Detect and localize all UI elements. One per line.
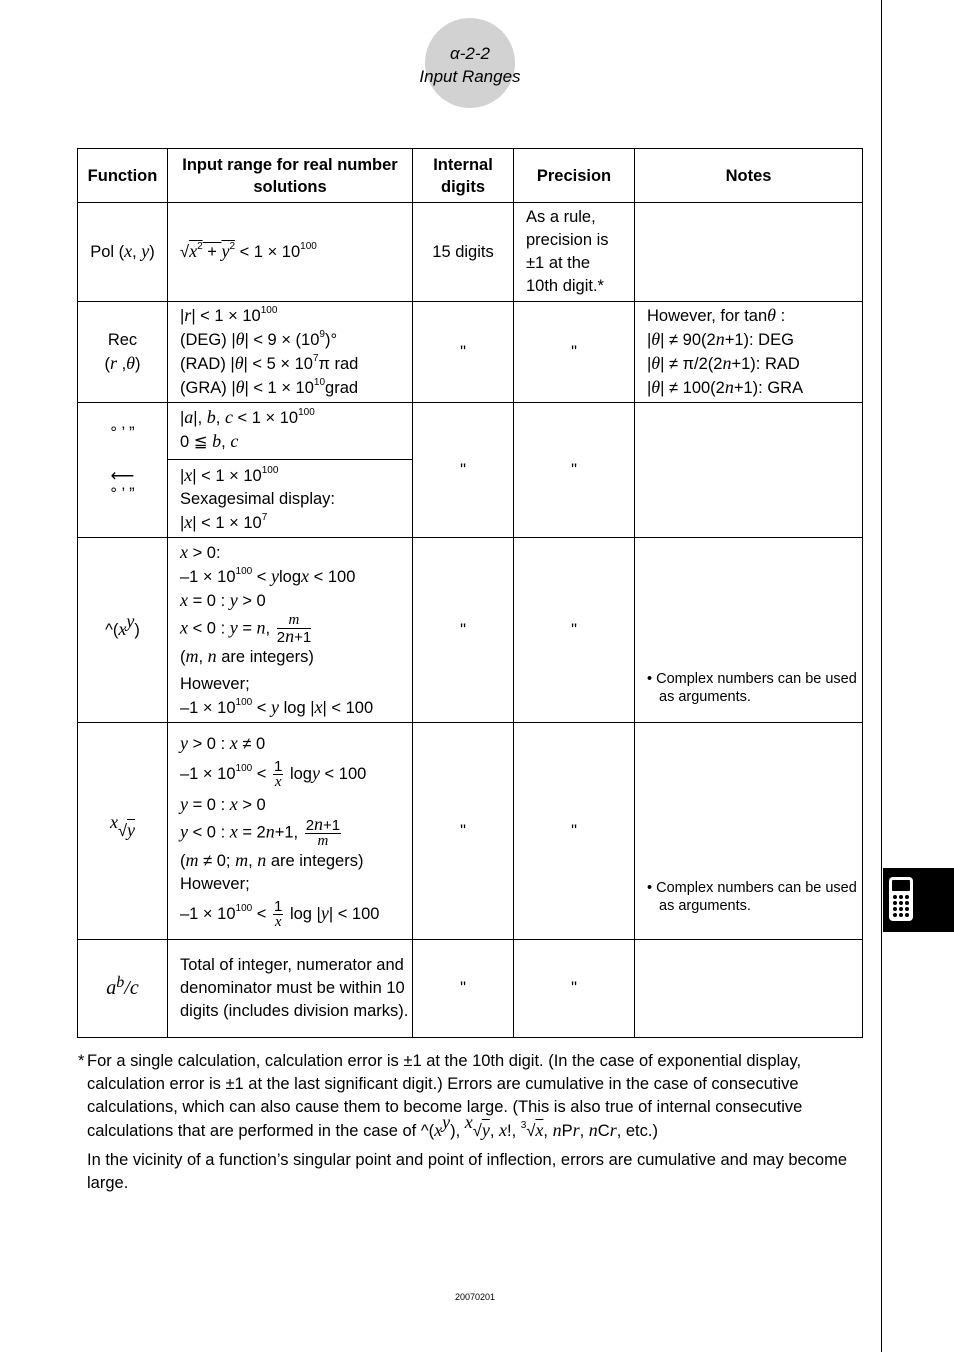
input-ranges-table	[77, 148, 863, 1038]
section-code: α-2-2	[450, 44, 490, 63]
notes-cell	[635, 538, 863, 723]
range-cell: y > 0 : x ≠ 0 $-1 \times 10^{100}$ < $\frac{1}{x}$ logy < 100 y = 0 : x > 0 y < 0 : x = 2n+1, $\frac{2n+1}{m}$ (m ≠ 0; m, n are integers) However; $-1 \times 10^{100}$ < $\frac{1}{x}$ log |y| < 100	[168, 723, 413, 940]
col-header-function: Function	[78, 149, 168, 203]
page-number: 20070201	[454, 1292, 496, 1302]
footnote	[78, 1050, 868, 1201]
precision-cell: "	[514, 538, 635, 723]
right-margin-rule	[881, 0, 882, 1352]
function-cell: $\^{}(x^y)$	[78, 538, 168, 723]
digits-cell: 15 digits	[413, 203, 514, 302]
function-cell	[78, 403, 168, 538]
range-cell: $√x^2 + y^2 < 1 \times 10^{100}$	[168, 203, 413, 302]
function-cell: Pol (x, y)	[78, 203, 168, 302]
table-header-row	[78, 149, 863, 203]
precision-cell: "	[514, 940, 635, 1038]
precision-cell: "	[514, 302, 635, 403]
table-row	[78, 723, 863, 940]
table-row	[78, 302, 863, 403]
table-row	[78, 203, 863, 302]
digits-cell: "	[413, 302, 514, 403]
function-cell: $a^b/c$	[78, 940, 168, 1038]
notes-cell: However, for tanθ : |θ| ≠ 90(2n+1): DEG |θ| ≠ π/2(2n+1): RAD |θ| ≠ 100(2n+1): GRA	[635, 302, 863, 403]
footnote-paragraph-2: In the vicinity of a function’s singular point and point of inflection, errors are cumulative and may become large.	[87, 1151, 848, 1192]
col-header-precision: Precision	[514, 149, 635, 203]
notes-cell	[635, 203, 863, 302]
digits-cell: "	[413, 723, 514, 940]
note-bullet: • Complex numbers can be used as arguments.	[647, 671, 857, 705]
dms-function-label: ° ’ ”	[110, 423, 135, 442]
notes-cell	[635, 403, 863, 538]
section-title: Input Ranges	[419, 67, 521, 86]
table-row	[78, 538, 863, 723]
notes-cell	[635, 723, 863, 940]
function-cell: Rec (r ,θ)	[78, 302, 168, 403]
col-header-input-range: Input range for real number solutions	[168, 149, 413, 203]
notes-cell	[635, 940, 863, 1038]
col-header-internal-digits: Internal digits	[413, 149, 514, 203]
function-cell: $^x$√y	[78, 723, 168, 940]
range-cell: $|r| < 1 \times 10^{100}$ (DEG) $|\theta| < 9 \times (10^9)^\circ$ (RAD) $|\theta| < 5 \times 10^7\pi$ rad (GRA) $|\theta| < 1 \times 10^{10}grad$	[168, 302, 413, 403]
table-row	[78, 403, 863, 538]
calculator-icon	[885, 876, 919, 924]
table-row	[78, 940, 863, 1038]
note-bullet: • Complex numbers can be used as arguments.	[647, 880, 857, 914]
range-cell: x > 0: $-1 \times 10^{100} < ylogx < 100$ x = 0 : y > 0 x < 0 : y = n, $\frac{m}{2n+1}$ (m, n are integers) However; $-1 \times 10^{100} < y$ log |x| < 100	[168, 538, 413, 723]
digits-cell: "	[413, 403, 514, 538]
digits-cell: "	[413, 538, 514, 723]
calculator-tab	[883, 868, 954, 932]
range-cell: Total of integer, numerator and denominator must be within 10 digits (includes division marks).	[168, 940, 413, 1038]
precision-cell: As a rule, precision is ±1 at the 10th digit.*	[514, 203, 635, 302]
range-cell: |a|, b, $c < 1 \times 10^{100}$ 0 ≦ b, c $|x| < 1 \times 10^{100}$ Sexagesimal display: $|x| < 1 \times 10^7$	[168, 403, 413, 538]
footnote-marker: *	[78, 1052, 85, 1070]
precision-cell: "	[514, 403, 635, 538]
precision-cell: "	[514, 723, 635, 940]
footnote-paragraph: For a single calculation, calculation error is ±1 at the 10th digit. (In the case of exponential display, calculation error is ±1 at the last significant digit.) Errors are cumulative in the case of consecutive calculations, which can also cause them to become large. (This is also true of internal consecutive calculations that are performed in the case of $\^{}(x^y)$, $^x$√y, x!, $^3$√x, nPr, nCr, etc.)	[87, 1052, 803, 1140]
dms-reverse-function-label: ⟵ ° ’ ”	[110, 466, 135, 503]
digits-cell: "	[413, 940, 514, 1038]
col-header-notes: Notes	[635, 149, 863, 203]
